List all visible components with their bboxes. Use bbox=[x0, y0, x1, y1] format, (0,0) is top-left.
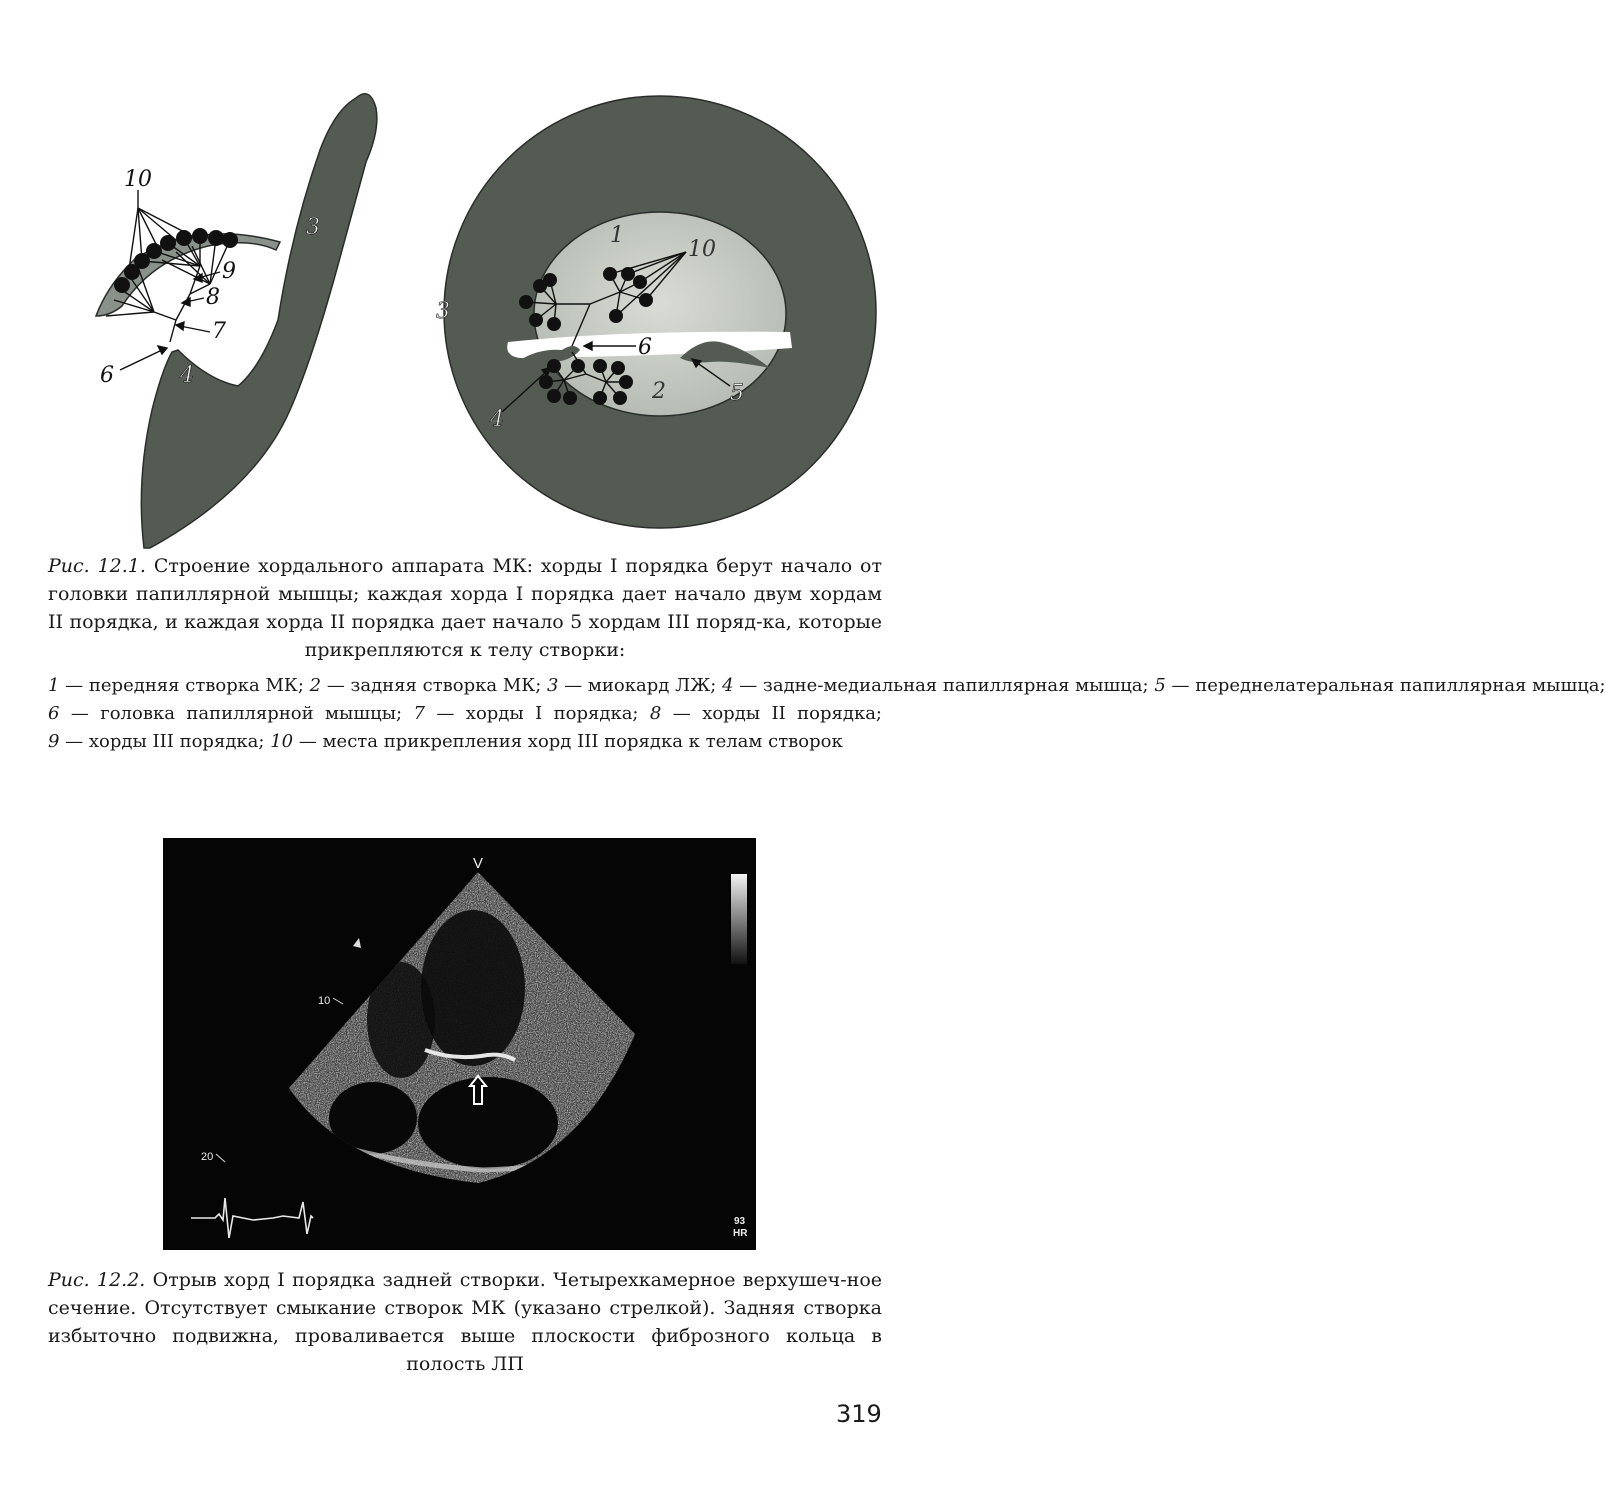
label-4: 4 bbox=[180, 363, 194, 388]
label-2: 2 bbox=[652, 379, 666, 404]
heart-rate-value: 93 bbox=[734, 1216, 746, 1227]
label-6: 6 bbox=[100, 363, 114, 388]
caption-label: Рис. 12.1. bbox=[48, 555, 146, 577]
label-10: 10 bbox=[124, 167, 152, 192]
grayscale-bar bbox=[731, 874, 747, 964]
depth-marker-20: 20 bbox=[201, 1151, 214, 1163]
page-number: 319 bbox=[836, 1400, 882, 1428]
label-3: 3 bbox=[306, 215, 320, 240]
short-axis-schematic bbox=[436, 96, 876, 528]
probe-marker: V bbox=[473, 855, 484, 872]
depth-marker-10: 10 bbox=[318, 995, 331, 1007]
figure-12-1-legend bbox=[48, 672, 1606, 756]
label-8: 8 bbox=[206, 285, 220, 310]
left-ventricle-cavity bbox=[421, 910, 525, 1066]
label-9: 9 bbox=[222, 259, 236, 284]
label-10: 10 bbox=[688, 237, 716, 262]
legend-line: 9 — хорды III порядка; 10 — места прикрепления хорд III порядка к телам створок bbox=[48, 731, 843, 752]
figure-12-1-caption bbox=[48, 552, 882, 664]
myocardium-wall bbox=[141, 94, 377, 548]
figure-12-2-echocardiogram bbox=[163, 838, 756, 1250]
label-7: 7 bbox=[212, 319, 226, 344]
caption-text: Строение хордального аппарата МК: хорды I порядка берут начало от головки папиллярной мышцы; каждая хорда I порядка дает начало двум хордам II порядка, и каждая хорда II порядка дает начало 5 хордам III поряд-ка, которые прикрепляются к телу створки: bbox=[48, 555, 883, 661]
caption-label: Рис. 12.2. bbox=[48, 1269, 146, 1291]
figure-12-2-caption bbox=[48, 1266, 882, 1378]
label-4: 4 bbox=[490, 407, 504, 432]
legend-line: 1 — передняя створка МК; 2 — задняя створка МК; 3 — миокард ЛЖ; 4 — задне-медиальная папиллярная мышца; 5 — переднелатеральная папиллярная мышца; bbox=[48, 675, 1606, 696]
left-atrium-cavity bbox=[418, 1077, 558, 1169]
heart-rate-label: HR bbox=[733, 1228, 748, 1239]
caption-text: Отрыв хорд I порядка задней створки. Четырехкамерное верхушеч-ное сечение. Отсутствует смыкание створок МК (указано стрелкой). Задняя створка избыточно подвижна, проваливается выше плоскости фиброзного кольца в полость ЛП bbox=[48, 1269, 883, 1375]
label-3: 3 bbox=[436, 299, 450, 324]
label-5: 5 bbox=[730, 381, 744, 406]
legend-line: 6 — головка папиллярной мышцы; 7 — хорды I порядка; 8 — хорды II порядка; bbox=[48, 703, 882, 724]
long-axis-schematic bbox=[96, 94, 377, 548]
label-6: 6 bbox=[638, 335, 652, 360]
figure-12-1-diagram bbox=[80, 80, 920, 550]
label-1: 1 bbox=[610, 223, 624, 248]
